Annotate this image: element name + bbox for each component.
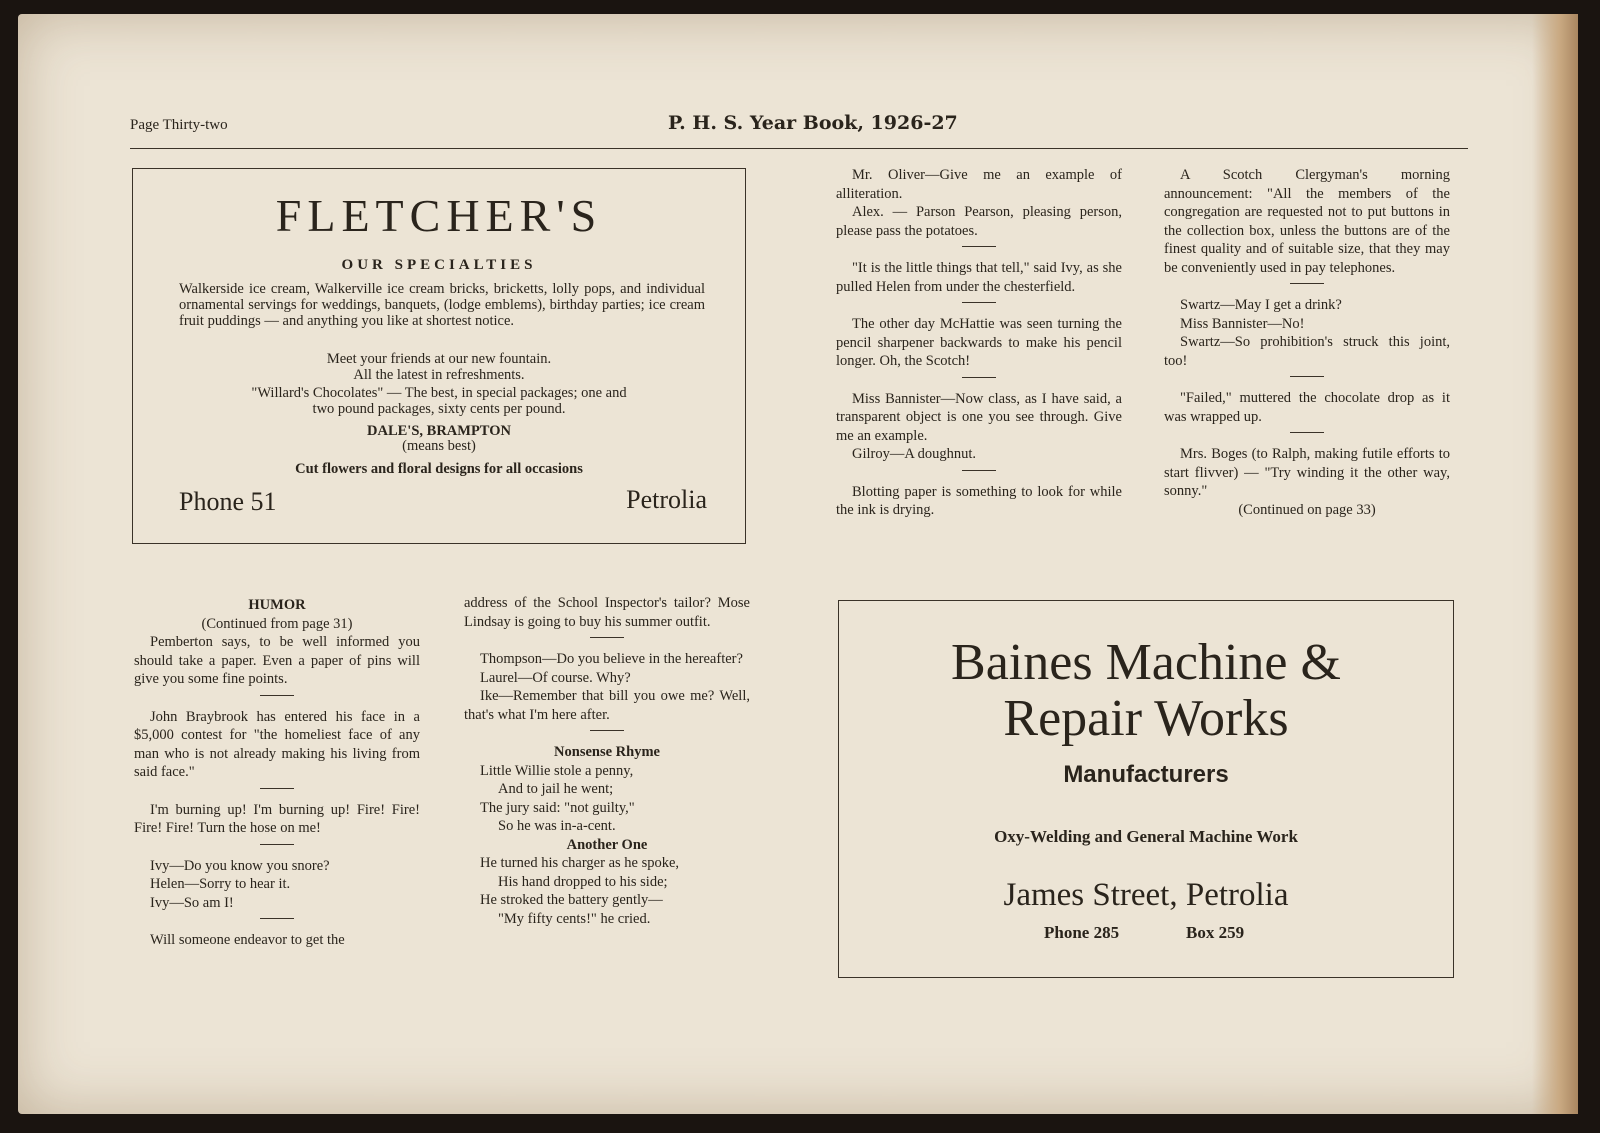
dialogue-line: Helen—Sorry to hear it.: [150, 876, 291, 892]
fletchers-fountain-1: Meet your friends at our new fountain.: [326, 351, 552, 367]
humor-column-3: [836, 166, 1122, 520]
fletchers-ad: [132, 168, 746, 544]
joke-paragraph: John Braybrook has entered his face in a $5,000 contest for "the homeliest face of any man who is not already making his living from said face.": [134, 708, 420, 780]
page-number: Page Thirty-two: [130, 117, 228, 133]
joke-paragraph: Will someone endeavor to get the: [150, 932, 345, 948]
dialogue-line: Laurel—Of course. Why?: [480, 669, 631, 686]
fletchers-description: Walkerside ice cream, Walkerville ice cream bricks, bricketts, lolly pops, and individual ornamental servings for weddings, banquets, (lodge emblems), birthday parties; ice cream fruit puddings — and anything you like at shortest notice.: [179, 281, 705, 329]
divider: [962, 377, 996, 378]
joke-paragraph: "It is the little things that tell," said Ivy, as she pulled Helen from under the chesterfield.: [836, 260, 1122, 295]
rhyme-line: So he was in-a-cent.: [498, 818, 616, 834]
yearbook-page: [18, 14, 1578, 1114]
dialogue-line: Swartz—May I get a drink?: [1180, 297, 1342, 313]
divider: [1290, 283, 1324, 284]
rhyme-line: He stroked the battery gently—: [480, 892, 663, 908]
baines-address: James Street, Petrolia: [1003, 877, 1289, 913]
humor-heading: HUMOR: [248, 597, 306, 613]
page-title: P. H. S. Year Book, 1926-27: [668, 112, 958, 134]
joke-paragraph: The other day McHattie was seen turning the pencil sharpener backwards to make his pencil longer. Oh, the Scotch!: [836, 316, 1122, 369]
rhyme-title: Nonsense Rhyme: [554, 744, 660, 760]
humor-continued-on: (Continued on page 33): [1238, 501, 1376, 518]
rhyme-line: He turned his charger as he spoke,: [480, 855, 680, 871]
baines-box: Box 259: [1186, 923, 1245, 942]
joke-paragraph: address of the School Inspector's tailor? Mose Lindsay is going to buy his summer outfit.: [464, 595, 750, 630]
divider: [1290, 376, 1324, 377]
fletchers-phone: Phone 51: [179, 487, 277, 516]
divider: [260, 788, 294, 789]
humor-column-4: [1164, 166, 1450, 519]
baines-phone: Phone 285: [1044, 923, 1120, 942]
fletchers-dales: DALE'S, BRAMPTON: [367, 423, 511, 439]
fletchers-fountain-2: All the latest in refreshments.: [353, 367, 525, 383]
humor-continued-from: (Continued from page 31): [201, 615, 353, 632]
divider: [260, 844, 294, 845]
header-rule: [130, 148, 1468, 149]
rhyme-line: And to jail he went;: [498, 781, 614, 797]
joke-paragraph: "Failed," muttered the chocolate drop as it was wrapped up.: [1164, 390, 1450, 425]
rhyme-line: "My fifty cents!" he cried.: [498, 910, 651, 927]
divider: [962, 246, 996, 247]
baines-name-line-1: Baines Machine &: [951, 634, 1341, 691]
fletchers-chocolates-2: two pound packages, sixty cents per pound.: [312, 401, 566, 417]
baines-subtitle: Manufacturers: [1063, 761, 1229, 788]
baines-name-line-2: Repair Works: [1003, 690, 1289, 747]
another-title: Another One: [566, 836, 648, 853]
dialogue-line: Gilroy—A doughnut.: [852, 446, 977, 462]
rhyme-line: His hand dropped to his side;: [498, 873, 668, 890]
fletchers-name: FLETCHER'S: [275, 190, 603, 241]
divider: [260, 695, 294, 696]
humor-column-1: [134, 596, 420, 950]
joke-paragraph: Thompson—Do you believe in the hereafter?: [480, 651, 743, 667]
baines-name: [839, 635, 1453, 747]
fletchers-flowers: Cut flowers and floral designs for all occasions: [295, 461, 583, 477]
divider: [1290, 432, 1324, 433]
joke-paragraph: Pemberton says, to be well informed you should take a paper. Even a paper of pins will give you some fine points.: [134, 634, 420, 687]
rhyme-line: The jury said: "not guilty,": [480, 799, 635, 816]
joke-paragraph: Swartz—So prohibition's struck this joint, too!: [1164, 334, 1450, 369]
joke-paragraph: Alex. — Parson Pearson, pleasing person, please pass the potatoes.: [836, 204, 1122, 239]
fletchers-subtitle: OUR SPECIALTIES: [341, 257, 537, 273]
joke-paragraph: I'm burning up! I'm burning up! Fire! Fire! Fire! Fire! Turn the hose on me!: [134, 801, 420, 836]
fletchers-town: Petrolia: [626, 485, 707, 514]
rhyme-line: Little Willie stole a penny,: [480, 762, 634, 779]
divider: [260, 918, 294, 919]
joke-paragraph: Mrs. Boges (to Ralph, making futile efforts to start flivver) — "Try winding it the other way, sonny.": [1164, 446, 1450, 499]
fletchers-dales-sub: (means best): [402, 438, 476, 454]
divider: [962, 470, 996, 471]
baines-service: Oxy-Welding and General Machine Work: [994, 827, 1298, 846]
joke-paragraph: Mr. Oliver—Give me an example of alliteration.: [836, 167, 1122, 202]
dialogue-line: Miss Bannister—No!: [1180, 315, 1305, 332]
divider: [962, 302, 996, 303]
divider: [590, 730, 624, 731]
joke-paragraph: Miss Bannister—Now class, as I have said, a transparent object is one you see through. Give me an example.: [836, 390, 1122, 444]
joke-paragraph: Blotting paper is something to look for while the ink is drying.: [836, 483, 1122, 518]
joke-paragraph: Ike—Remember that bill you owe me? Well, that's what I'm here after.: [464, 688, 750, 723]
dialogue-line: Ivy—Do you know you snore?: [150, 857, 330, 874]
divider: [590, 637, 624, 638]
dialogue-line: Ivy—So am I!: [150, 894, 234, 911]
humor-column-2: [464, 594, 750, 928]
joke-paragraph: A Scotch Clergyman's morning announcement: "All the members of the congregation are requested not to put buttons in the collection box, unless the buttons are of the finest quality and of suitable size, that they may be conveniently used in pay telephones.: [1164, 167, 1450, 276]
baines-ad: [838, 600, 1454, 978]
book-spine-shadow: [1532, 14, 1578, 1114]
fletchers-chocolates-1: "Willard's Chocolates" — The best, in special packages; one and: [251, 385, 627, 401]
